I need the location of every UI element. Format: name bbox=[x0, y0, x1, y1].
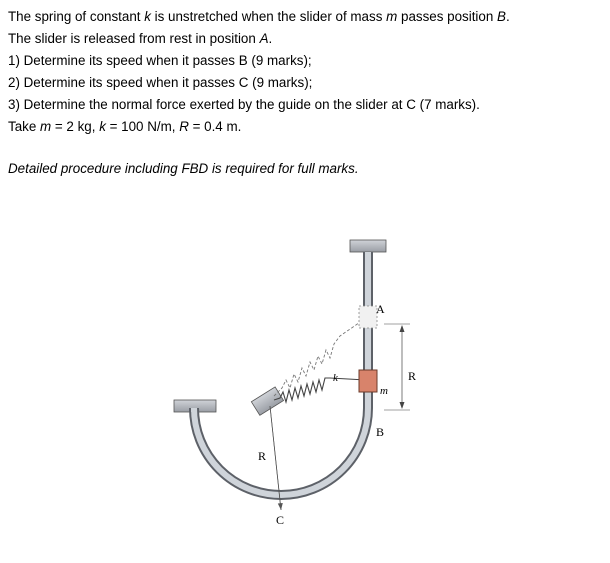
text: = 0.4 m. bbox=[188, 119, 242, 134]
text: = 100 N/m, bbox=[105, 119, 180, 134]
label-r-right: R bbox=[408, 369, 417, 383]
instruction-note: Detailed procedure including FBD is required for full marks. bbox=[8, 161, 359, 176]
problem-statement bbox=[8, 6, 604, 180]
guide-rod-outline bbox=[194, 252, 368, 495]
var-r: R bbox=[179, 119, 189, 134]
text: Take bbox=[8, 119, 41, 134]
text: . bbox=[505, 9, 510, 24]
slider-ghost-a bbox=[359, 306, 377, 328]
label-k: k bbox=[333, 372, 338, 384]
radius-arrow bbox=[278, 503, 283, 510]
question-1: 1) Determine its speed when it passes B (9 marks); bbox=[8, 53, 312, 68]
text: passes position bbox=[397, 9, 498, 24]
var-b: B bbox=[497, 9, 506, 24]
slider bbox=[359, 370, 377, 392]
mechanism-figure bbox=[170, 228, 440, 538]
text: . bbox=[268, 31, 273, 46]
text: is unstretched when the slider of mass bbox=[150, 9, 387, 24]
var-k: k bbox=[99, 119, 106, 134]
guide-rod bbox=[194, 252, 368, 495]
dim-arrow-top bbox=[400, 325, 405, 332]
var-m: m bbox=[386, 9, 398, 24]
dim-arrow-bottom bbox=[400, 402, 405, 409]
var-a: A bbox=[259, 31, 269, 46]
top-support bbox=[350, 240, 386, 252]
problem-line-1 bbox=[8, 6, 604, 28]
label-a: A bbox=[376, 302, 385, 316]
text: = 2 kg, bbox=[51, 119, 100, 134]
spring bbox=[274, 378, 366, 402]
problem-line-2 bbox=[8, 28, 604, 50]
question-3: 3) Determine the normal force exerted by the guide on the slider at C (7 marks). bbox=[8, 97, 480, 112]
var-k: k bbox=[144, 9, 151, 24]
var-m: m bbox=[40, 119, 52, 134]
label-r-left: R bbox=[258, 449, 267, 463]
text: The slider is released from rest in position bbox=[8, 31, 260, 46]
question-2: 2) Determine its speed when it passes C (9 marks); bbox=[8, 75, 313, 90]
label-b: B bbox=[376, 425, 385, 439]
given-values bbox=[8, 116, 604, 138]
label-m: m bbox=[380, 385, 388, 397]
figure-svg bbox=[170, 228, 440, 538]
label-c: C bbox=[276, 513, 285, 527]
text: The spring of constant bbox=[8, 9, 145, 24]
